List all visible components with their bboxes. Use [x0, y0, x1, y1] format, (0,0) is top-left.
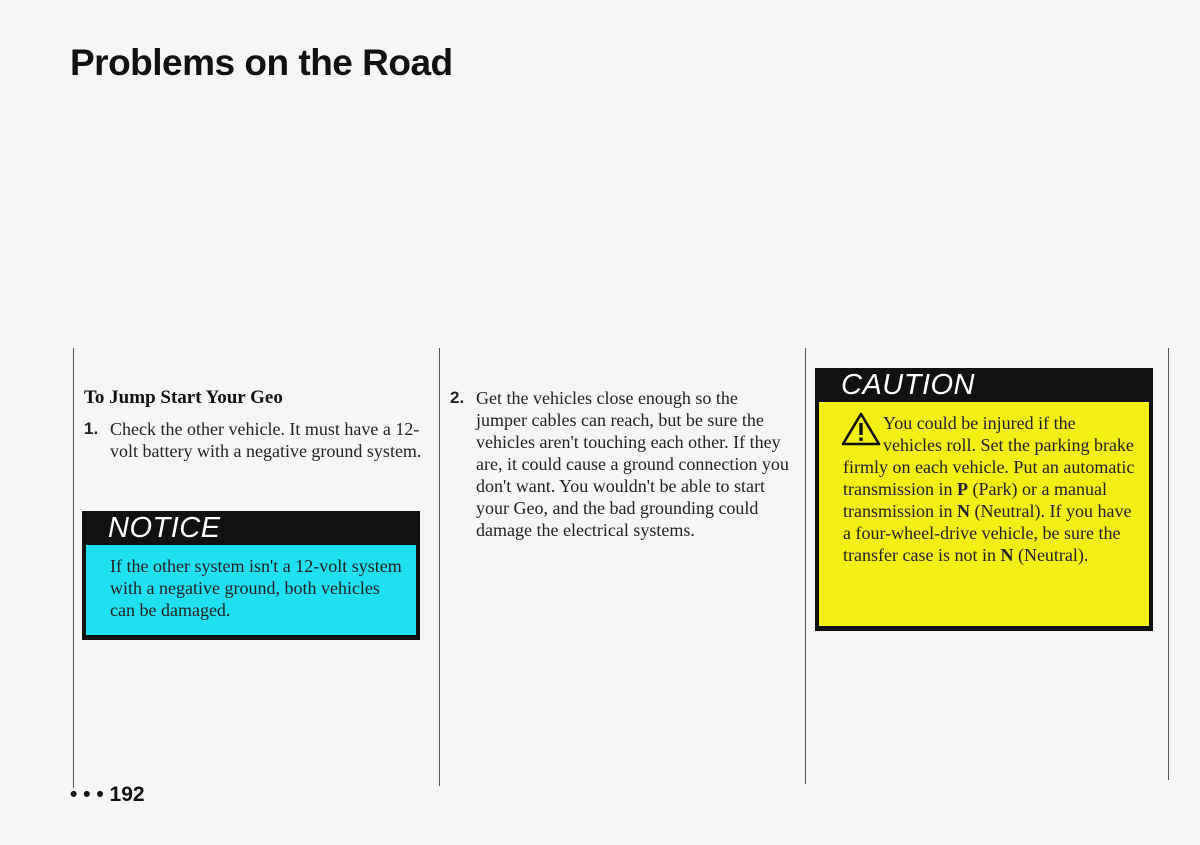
- step-number: 2.: [450, 388, 465, 407]
- gear-n-label: N: [957, 501, 971, 521]
- column-rule-far-right: [1168, 348, 1169, 780]
- gear-n-label: N: [1000, 545, 1014, 565]
- step-number: 1.: [84, 419, 99, 438]
- notice-text: If the other system isn't a 12-volt system with a negative ground, both vehicles can be damaged.: [110, 556, 402, 620]
- page-number: • • • 192: [70, 783, 145, 806]
- notice-box: [82, 511, 420, 640]
- step-1: [84, 418, 430, 462]
- warning-triangle-icon: [841, 412, 881, 446]
- caution-body: [819, 402, 1149, 626]
- step-text: Check the other vehicle. It must have a 12-volt battery with a negative ground system.: [110, 419, 422, 461]
- section-subheading: To Jump Start Your Geo: [84, 387, 283, 408]
- caution-text-3: (Neutral). If you have a four-wheel-drive vehicle, be sure the transfer case is not in: [843, 501, 1132, 565]
- column-rule-right: [805, 348, 806, 784]
- step-2: [450, 387, 790, 541]
- caution-text-2: (Park) or a manual transmission in: [843, 479, 1107, 521]
- column-rule-middle: [439, 348, 440, 786]
- notice-label: NOTICE: [108, 511, 221, 544]
- page-title: Problems on the Road: [70, 42, 453, 83]
- caution-text-1: You could be injured if the vehicles roll. Set the parking brake firmly on each vehicle. Put an automatic transmission in: [843, 413, 1135, 499]
- caution-label: CAUTION: [841, 368, 975, 401]
- column-rule-left: [73, 348, 74, 788]
- caution-box: [815, 368, 1153, 631]
- notice-body: [86, 545, 416, 635]
- gear-p-label: P: [957, 479, 969, 499]
- caution-text-4: (Neutral).: [1013, 545, 1089, 565]
- step-text: Get the vehicles close enough so the jumper cables can reach, but be sure the vehicles aren't touching each other. If they are, it could cause a ground connection you don't want. You wouldn't be able to start your Geo, and the bad grounding could damage the electrical systems.: [476, 388, 789, 540]
